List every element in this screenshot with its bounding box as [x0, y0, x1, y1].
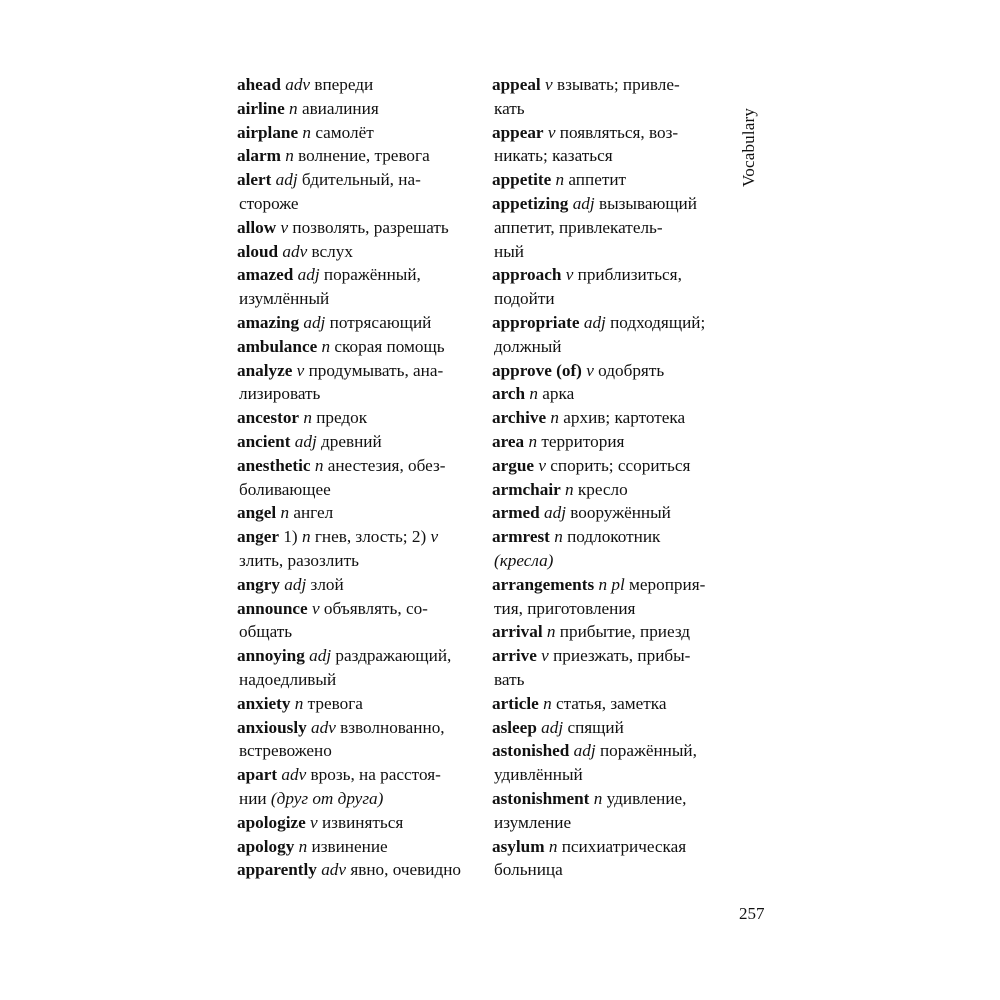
translation-text: приезжать, прибы-	[548, 646, 691, 666]
right-column	[492, 73, 724, 882]
part-of-speech: v	[311, 598, 320, 618]
translation-text: взывать; привле-	[552, 75, 680, 94]
part-of-speech: n	[529, 384, 538, 404]
translation-text: приблизиться,	[573, 265, 682, 285]
part-of-speech: n	[298, 836, 308, 856]
entry-continuation-line	[492, 287, 724, 311]
translation-text: общать	[239, 622, 293, 642]
entry-continuation-line	[492, 240, 724, 264]
translation-text: самолёт	[311, 122, 374, 142]
part-of-speech: adj	[297, 265, 320, 285]
part-of-speech: adj	[275, 170, 298, 190]
headword: armed	[492, 503, 540, 523]
entry-continuation-line	[237, 787, 469, 811]
headword: annoying	[237, 646, 305, 666]
dictionary-entry	[492, 835, 724, 883]
entry-first-line	[237, 501, 469, 525]
translation-text: удивление,	[602, 788, 687, 808]
entry-continuation-line	[237, 382, 469, 406]
translation-text: поражённый,	[595, 741, 697, 761]
entry-first-line	[237, 644, 469, 668]
dictionary-entry	[492, 739, 724, 787]
dictionary-entry	[237, 858, 469, 882]
translation-text: появляться, воз-	[555, 122, 679, 142]
dictionary-entry	[237, 359, 469, 407]
headword: asleep	[492, 717, 537, 737]
left-column	[237, 73, 469, 882]
entry-first-line	[237, 359, 469, 383]
entry-continuation-line	[492, 216, 724, 240]
entry-continuation-line	[237, 192, 469, 216]
translation-text: потрясающий	[325, 312, 432, 332]
entry-continuation-line	[237, 620, 469, 644]
part-of-speech: n	[565, 479, 574, 499]
headword: anxiety	[237, 693, 291, 713]
translation-text: стороже	[239, 193, 299, 213]
headword: angel	[237, 503, 277, 523]
translation-text: скорая помощь	[330, 336, 445, 356]
translation-text: волнение, тревога	[293, 146, 430, 166]
entry-first-line	[237, 144, 469, 168]
headword: airplane	[237, 122, 299, 142]
entry-continuation-line	[237, 549, 469, 573]
part-of-speech: adj	[572, 193, 595, 213]
entry-first-line	[237, 168, 469, 192]
translation-text: гнев, злость; 2)	[310, 527, 431, 547]
dictionary-entry	[492, 168, 724, 192]
translation-text: подходящий;	[605, 312, 706, 332]
entry-first-line	[492, 311, 724, 335]
translation-text: извиняться	[317, 812, 404, 832]
part-of-speech: n	[548, 836, 558, 856]
part-of-speech: n pl	[598, 574, 625, 594]
entry-first-line	[492, 359, 724, 383]
translation-text: извинение	[307, 836, 388, 856]
translation-text: аппетит, привлекатель-	[494, 217, 663, 237]
entry-continuation-line	[492, 597, 724, 621]
entry-first-line	[492, 716, 724, 740]
italic-note: (кресла)	[494, 550, 554, 570]
translation-text: вслух	[307, 241, 353, 261]
dictionary-entry	[492, 311, 724, 359]
entry-first-line	[492, 406, 724, 430]
translation-text: кать	[494, 98, 525, 118]
headword: appetizing	[492, 193, 569, 213]
translation-text: впереди	[310, 75, 374, 94]
dictionary-entry	[492, 787, 724, 835]
entry-first-line	[492, 620, 724, 644]
translation-text: явно, очевидно	[346, 860, 462, 880]
translation-text: взволнованно,	[335, 717, 445, 737]
part-of-speech: n	[550, 408, 559, 428]
dictionary-entry	[237, 692, 469, 716]
headword: area	[492, 431, 525, 451]
headword: arrival	[492, 622, 543, 642]
headword: announce	[237, 598, 308, 618]
part-of-speech: n	[294, 693, 304, 713]
part-of-speech: v	[565, 265, 574, 285]
dictionary-entry	[237, 430, 469, 454]
dictionary-entry	[237, 240, 469, 264]
entry-first-line	[492, 478, 724, 502]
headword: archive	[492, 408, 547, 428]
translation-text: изумление	[494, 812, 572, 832]
entry-first-line	[492, 573, 724, 597]
entry-first-line	[237, 240, 469, 264]
part-of-speech: v	[430, 527, 439, 547]
translation-text: аппетит	[564, 170, 627, 190]
part-of-speech: adj	[309, 646, 332, 666]
translation-text: злить, разозлить	[239, 550, 359, 570]
translation-text: встревожено	[239, 741, 332, 761]
headword: armchair	[492, 479, 561, 499]
part-of-speech: v	[586, 360, 594, 380]
part-of-speech: n	[302, 122, 312, 142]
entry-first-line	[237, 430, 469, 454]
translation-text: спящий	[563, 717, 624, 737]
translation-text: злой	[306, 574, 344, 594]
part-of-speech: adj	[583, 312, 606, 332]
translation-text: вооружённый	[566, 503, 671, 523]
dictionary-entry	[237, 263, 469, 311]
dictionary-entry	[492, 644, 724, 692]
translation-text: статья, заметка	[551, 693, 667, 713]
translation-text: вать	[494, 669, 525, 689]
part-of-speech: n	[321, 336, 331, 356]
dictionary-entry	[492, 478, 724, 502]
part-of-speech: adj	[573, 741, 596, 761]
dictionary-entry	[237, 311, 469, 335]
dictionary-entry	[237, 121, 469, 145]
headword: airline	[237, 98, 285, 118]
translation-text: боливающее	[239, 479, 331, 499]
section-label	[730, 72, 780, 192]
entry-first-line	[237, 525, 469, 549]
translation-text: должный	[494, 336, 562, 356]
part-of-speech: adv	[282, 241, 308, 261]
dictionary-entry	[237, 216, 469, 240]
headword: arrangements	[492, 574, 595, 594]
translation-text: тревога	[303, 693, 363, 713]
entry-continuation-line	[237, 287, 469, 311]
headword: appear	[492, 122, 544, 142]
entry-first-line	[492, 525, 724, 549]
part-of-speech: adj	[541, 717, 564, 737]
entry-continuation-line	[492, 335, 724, 359]
dictionary-entry	[492, 382, 724, 406]
entry-first-line	[492, 501, 724, 525]
translation-text: анестезия, обез-	[323, 455, 446, 475]
entry-first-line	[237, 406, 469, 430]
dictionary-entry	[492, 430, 724, 454]
dictionary-entry	[237, 573, 469, 597]
entry-continuation-line	[492, 549, 724, 573]
entry-first-line	[492, 192, 724, 216]
headword: argue	[492, 455, 535, 475]
entry-first-line	[237, 835, 469, 859]
entry-first-line	[237, 597, 469, 621]
entry-continuation-line	[492, 858, 724, 882]
dictionary-entry	[492, 192, 724, 263]
part-of-speech: adv	[281, 765, 307, 785]
headword: alarm	[237, 146, 281, 166]
headword: appropriate	[492, 312, 580, 332]
part-of-speech: n	[301, 527, 311, 547]
headword: amazing	[237, 312, 300, 332]
part-of-speech: adv	[285, 75, 311, 94]
translation-text: больница	[494, 860, 563, 880]
headword: approve (of)	[492, 360, 582, 380]
dictionary-entry	[237, 501, 469, 525]
translation-text: кресло	[573, 479, 628, 499]
dictionary-entry	[237, 811, 469, 835]
part-of-speech: n	[528, 431, 538, 451]
headword: anesthetic	[237, 455, 311, 475]
entry-first-line	[492, 644, 724, 668]
headword: allow	[237, 217, 277, 237]
headword: ahead	[237, 75, 281, 94]
entry-first-line	[492, 73, 724, 97]
translation-text: арка	[538, 384, 575, 404]
headword: arrive	[492, 646, 537, 666]
entry-first-line	[237, 311, 469, 335]
part-of-speech: n	[314, 455, 324, 475]
headword: arch	[492, 384, 526, 404]
entry-continuation-line	[492, 97, 724, 121]
headword: apology	[237, 836, 295, 856]
translation-text: ный	[494, 241, 524, 261]
entry-first-line	[237, 73, 469, 97]
headword: astonishment	[492, 788, 590, 808]
part-of-speech: adj	[303, 312, 326, 332]
translation-text: удивлённый	[494, 765, 583, 785]
dictionary-entry	[492, 359, 724, 383]
translation-text: ангел	[289, 503, 334, 523]
part-of-speech: n	[593, 788, 603, 808]
dictionary-entry	[492, 121, 724, 169]
headword: approach	[492, 265, 562, 285]
dictionary-entry	[237, 716, 469, 764]
entry-first-line	[237, 216, 469, 240]
translation-text: поражённый,	[319, 265, 421, 285]
headword: anxiously	[237, 717, 307, 737]
entry-first-line	[237, 335, 469, 359]
part-of-speech: n	[303, 408, 312, 428]
part-of-speech: v	[310, 812, 318, 832]
entry-first-line	[237, 858, 469, 882]
headword: armrest	[492, 527, 550, 547]
entry-first-line	[237, 573, 469, 597]
entry-first-line	[492, 787, 724, 811]
entry-first-line	[237, 454, 469, 478]
translation-text: бдительный, на-	[297, 170, 421, 190]
translation-text: вызывающий	[594, 193, 697, 213]
translation-text: объявлять, со-	[319, 598, 428, 618]
entry-continuation-line	[237, 668, 469, 692]
entry-first-line	[237, 692, 469, 716]
part-of-speech: n	[285, 146, 294, 166]
translation-text: одобрять	[593, 360, 665, 380]
entry-first-line	[492, 692, 724, 716]
translation-text: лизировать	[239, 384, 321, 404]
part-of-speech: n	[554, 527, 563, 547]
dictionary-entry	[237, 335, 469, 359]
part-of-speech: v	[280, 217, 289, 237]
dictionary-entry	[237, 97, 469, 121]
headword: amazed	[237, 265, 294, 285]
entry-continuation-line	[492, 668, 724, 692]
part-of-speech: n	[555, 170, 565, 190]
entry-first-line	[492, 382, 724, 406]
part-of-speech: v	[296, 360, 305, 380]
headword: alert	[237, 170, 272, 190]
dictionary-entry	[237, 144, 469, 168]
translation-text: нии	[239, 788, 271, 808]
dictionary-entry	[492, 620, 724, 644]
dictionary-entry	[237, 454, 469, 502]
translation-text: предок	[311, 408, 368, 428]
translation-text: подойти	[494, 289, 555, 309]
dictionary-entry	[237, 525, 469, 573]
part-of-speech: adj	[284, 574, 307, 594]
dictionary-entry	[492, 406, 724, 430]
translation-text: архив; картотека	[559, 408, 686, 428]
entry-first-line	[492, 454, 724, 478]
translation-text: психиатрическая	[557, 836, 687, 856]
dictionary-entry	[492, 573, 724, 621]
headword: apart	[237, 765, 278, 785]
entry-first-line	[237, 97, 469, 121]
entry-first-line	[492, 739, 724, 763]
part-of-speech: adj	[294, 431, 317, 451]
part-of-speech: n	[543, 693, 552, 713]
headword: asylum	[492, 836, 545, 856]
entry-first-line	[492, 835, 724, 859]
translation-text: древний	[316, 431, 382, 451]
part-of-speech: n	[546, 622, 556, 642]
dictionary-entry	[237, 597, 469, 645]
section-label-text: Vocabulary	[739, 107, 758, 187]
translation-text: территория	[537, 431, 625, 451]
translation-text: мероприя-	[624, 574, 706, 594]
entry-continuation-line	[237, 478, 469, 502]
entry-continuation-line	[492, 763, 724, 787]
dictionary-entry	[237, 644, 469, 692]
part-of-speech: v	[547, 122, 556, 142]
headword: ancient	[237, 431, 291, 451]
headword: appeal	[492, 75, 541, 94]
dictionary-entry	[492, 692, 724, 716]
translation-text: 1)	[279, 527, 302, 547]
translation-text: раздражающий,	[331, 646, 452, 666]
entry-first-line	[237, 121, 469, 145]
entry-first-line	[492, 121, 724, 145]
part-of-speech: adj	[544, 503, 566, 523]
translation-text: никать; казаться	[494, 146, 613, 166]
translation-text: прибытие, приезд	[555, 622, 691, 642]
entry-first-line	[492, 263, 724, 287]
headword: apparently	[237, 860, 317, 880]
italic-note: (друг от друга)	[270, 788, 384, 808]
dictionary-entry	[237, 406, 469, 430]
translation-text: тия, приготовления	[494, 598, 636, 618]
dictionary-entry	[492, 73, 724, 121]
headword: aloud	[237, 241, 279, 261]
part-of-speech: adv	[321, 860, 347, 880]
entry-continuation-line	[237, 739, 469, 763]
translation-text: спорить; ссориться	[545, 455, 691, 475]
dictionary-entry	[237, 763, 469, 811]
entry-continuation-line	[492, 144, 724, 168]
dictionary-entry	[237, 168, 469, 216]
headword: angry	[237, 574, 280, 594]
headword: article	[492, 693, 539, 713]
part-of-speech: n	[289, 98, 298, 118]
translation-text: врозь, на расстоя-	[306, 765, 441, 785]
page-number: 257	[739, 904, 765, 923]
headword: ancestor	[237, 408, 300, 428]
entry-first-line	[492, 430, 724, 454]
dictionary-entry	[237, 835, 469, 859]
part-of-speech: v	[541, 646, 549, 666]
entry-first-line	[237, 811, 469, 835]
dictionary-entry	[492, 263, 724, 311]
translation-text: надоедливый	[239, 669, 337, 689]
headword: analyze	[237, 360, 293, 380]
headword: ambulance	[237, 336, 318, 356]
translation-text: изумлённый	[239, 289, 330, 309]
translation-text: продумывать, ана-	[304, 360, 444, 380]
entry-continuation-line	[492, 811, 724, 835]
headword: appetite	[492, 170, 552, 190]
dictionary-entry	[492, 716, 724, 740]
translation-text: позволять, разрешать	[288, 217, 449, 237]
part-of-speech: n	[280, 503, 290, 523]
part-of-speech: v	[545, 75, 553, 94]
headword: astonished	[492, 741, 570, 761]
dictionary-entry	[492, 525, 724, 573]
entry-first-line	[237, 763, 469, 787]
dictionary-entry	[492, 501, 724, 525]
dictionary-entry	[237, 73, 469, 97]
part-of-speech: v	[538, 455, 546, 475]
entry-first-line	[237, 716, 469, 740]
entry-first-line	[237, 263, 469, 287]
entry-first-line	[492, 168, 724, 192]
part-of-speech: adv	[311, 717, 336, 737]
headword: anger	[237, 527, 280, 547]
translation-text: подлокотник	[562, 527, 661, 547]
dictionary-entry	[492, 454, 724, 478]
headword: apologize	[237, 812, 306, 832]
translation-text: авиалиния	[297, 98, 379, 118]
